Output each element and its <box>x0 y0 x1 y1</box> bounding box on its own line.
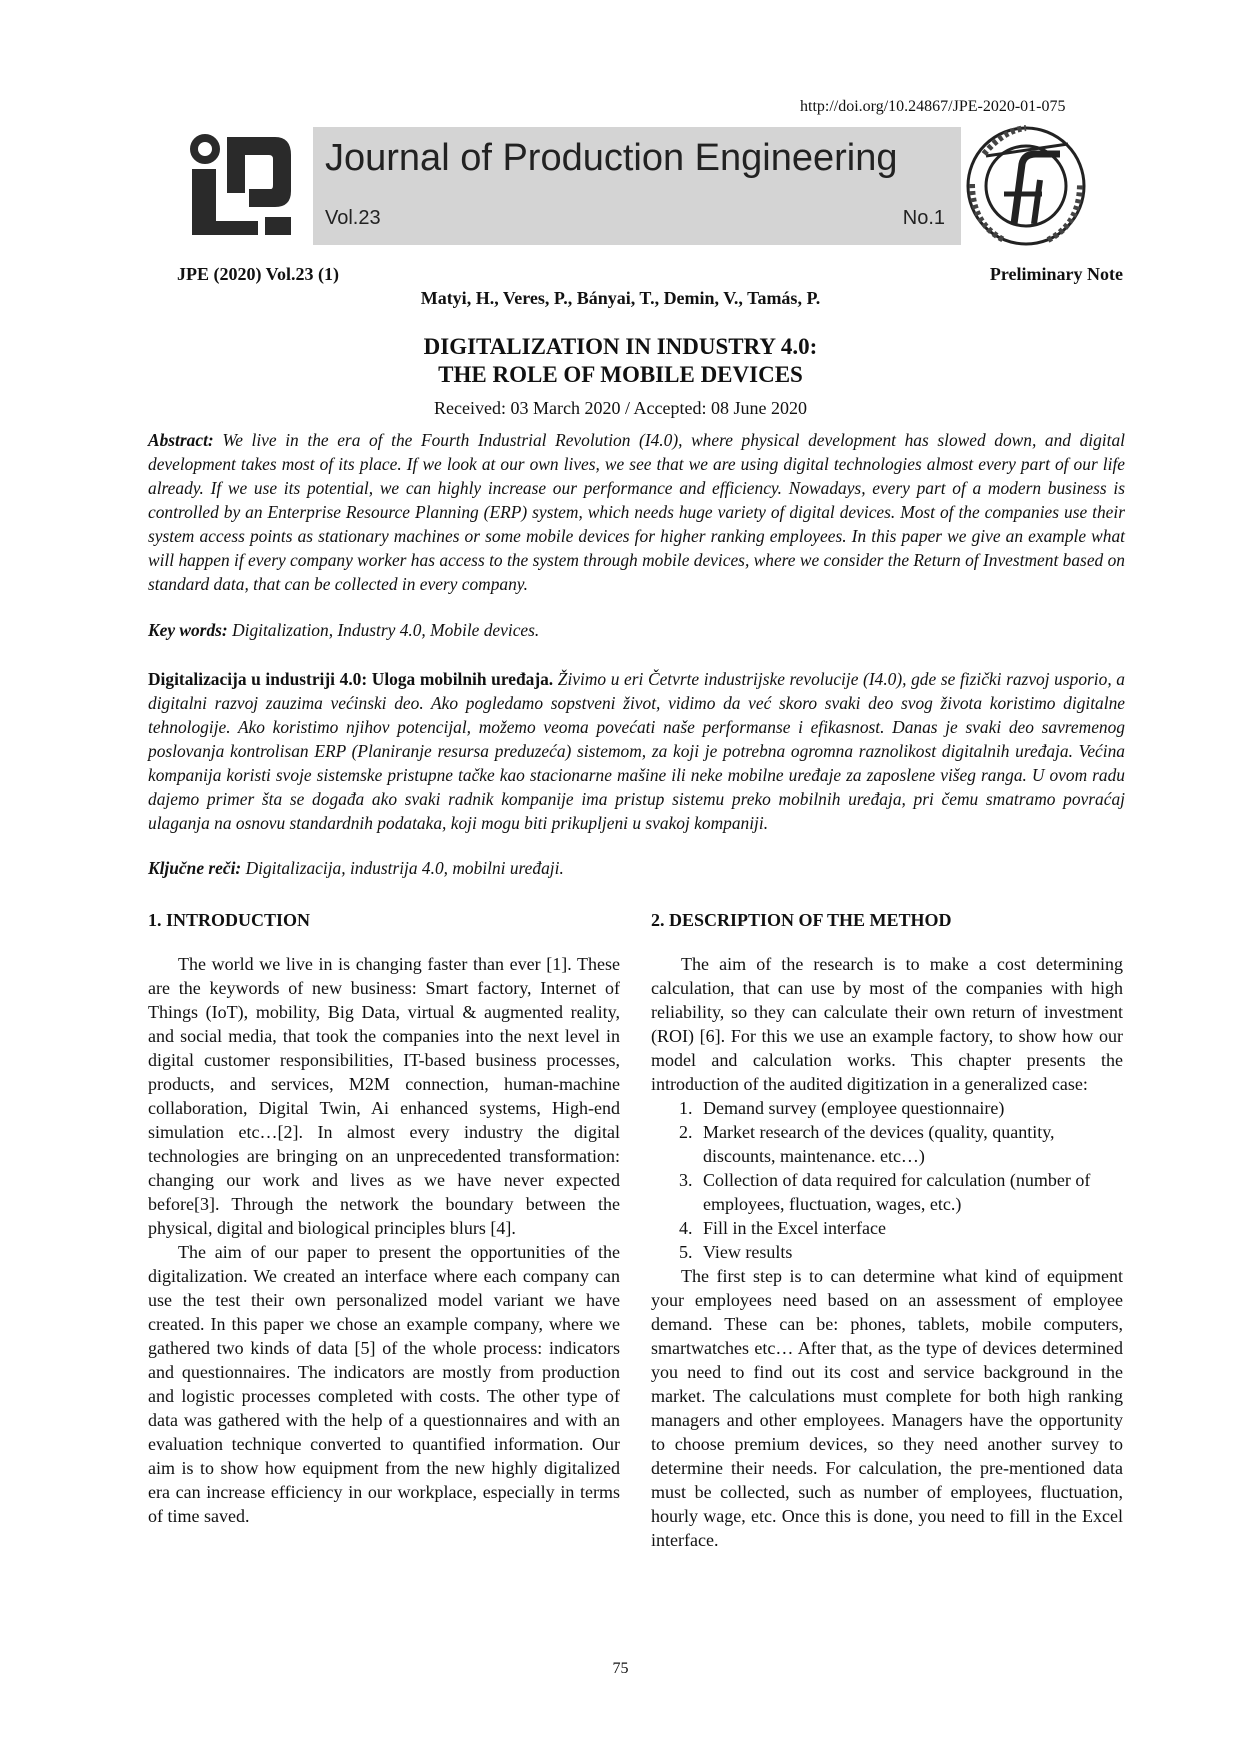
serbian-abstract <box>148 667 1125 835</box>
keywords-text: Digitalization, Industry 4.0, Mobile devices. <box>232 620 540 640</box>
note-type: Preliminary Note <box>989 264 1123 284</box>
list-item: 4. Fill in the Excel interface <box>697 1216 1123 1240</box>
faculty-seal-icon <box>964 124 1088 248</box>
column-left <box>148 908 620 1528</box>
serbian-keywords-text: Digitalizacija, industrija 4.0, mobilni uređaji. <box>245 858 564 878</box>
section-heading-introduction: 1. INTRODUCTION <box>148 910 311 930</box>
serbian-keywords-label: Ključne reči: <box>148 858 242 878</box>
number-label: No.1 <box>902 207 945 229</box>
page-number: 75 <box>612 1660 629 1677</box>
list-item: 2. Market research of the devices (quality, quantity, discounts, maintenance. etc…) <box>697 1120 1123 1168</box>
column-right <box>651 908 1123 1552</box>
abstract <box>148 428 1125 596</box>
abstract-label: Abstract: <box>148 430 214 450</box>
list-item: 5. View results <box>697 1240 1123 1264</box>
abstract-text: We live in the era of the Fourth Industrial Revolution (I4.0), where physical development has slowed down, and digital development takes most of its place. If we look at our own lives, we see that we are using digital technologies almost every part of our life already. If we use its potential, we can highly increase our performance and efficiency. Nowadays, every part of a modern business is controlled by an Enterprise Resource Planning (ERP) system, which needs huge variety of digital devices. Most of the companies use their system access points as stationary machines or some mobile devices for higher ranking employees. In this paper we give an example what will happen if every company worker has access to the system through mobile devices, where we consider the Return of Investment based on standard data, that can be collected in every company. <box>148 430 1125 594</box>
keywords <box>148 620 1125 641</box>
paper-title <box>0 333 1241 389</box>
citation-line <box>177 264 1123 285</box>
method-steps-list <box>651 1096 1123 1264</box>
title-line-1: DIGITALIZATION IN INDUSTRY 4.0: <box>423 334 818 359</box>
authors: Matyi, H., Veres, P., Bányai, T., Demin, V., Tamás, P. <box>420 288 821 308</box>
serbian-keywords <box>148 858 1125 879</box>
paragraph: The world we live in is changing faster than ever [1]. These are the keywords of new business: Smart factory, Internet of Things (IoT), mobility, Big Data, virtual & augmented reality, and social media, that took the companies into the next level in digital customer responsibilities, IT-based business processes, products, and services, M2M connection, human-machine collaboration, Digital Twin, Ai enhanced systems, High-end simulation etc…[2]. In almost every industry the digital technologies are bringing on an unprecedented transformation: changing our work and lives as we have never expected before[3]. Through the network the boundary between the physical, digital and biological principles blurs [4]. <box>148 954 620 1238</box>
serbian-abstract-text: Živimo u eri Četvrte industrijske revolucije (I4.0), gde se fizički razvoj usporio, a digitalni razvoj zauzima većinski deo. Ako pogledamo sopstveni život, vidimo da već skoro svaki deo svog života koristimo digitalne tehnologije. Ako koristimo njihov potencijal, možemo veoma povećati naše performanse i efikasnost. Danas je svaki deo savremenog poslovanja kontrolisan ERP (Planiranje resursa preduzeća) sistemom, za koji je potrebna ogromna raznolikost digitalnih uređaja. Većina kompanija koristi svoje sistemske pristupne tačke kao stacionarne mašine ili neke mobilne uređaje za zaposlene višeg ranga. U ovom radu dajemo primer šta se događa ako svaki radnik kompanije ima pristup sistemu preko mobilnih uređaja, pri čemu smatramo povraćaj ulaganja na osnovu standardnih podataka, koji mogu biti prikupljeni u svakoj kompaniji. <box>148 669 1125 833</box>
journal-banner <box>313 127 961 245</box>
doi-link[interactable]: http://doi.org/10.24867/JPE-2020-01-075 <box>800 98 1066 115</box>
list-item: 3. Collection of data required for calculation (number of employees, fluctuation, wages, etc.) <box>697 1168 1123 1216</box>
section-heading-method: 2. DESCRIPTION OF THE METHOD <box>651 910 952 930</box>
volume-label: Vol.23 <box>325 207 381 229</box>
received-dates: Received: 03 March 2020 / Accepted: 08 June 2020 <box>434 398 807 418</box>
journal-title: Journal of Production Engineering <box>325 137 898 179</box>
keywords-label: Key words: <box>148 620 228 640</box>
journal-logo-icon <box>187 133 297 245</box>
list-item: 1. Demand survey (employee questionnaire) <box>697 1096 1123 1120</box>
paragraph: The aim of our paper to present the opportunities of the digitalization. We created an interface where each company can use the test their own personalized model variant we have created. In this paper we chose an example company, where we gathered two kinds of data [5] of the whole process: indicators and questionnaires. The indicators are mostly from production and logistic processes completed with costs. The other type of data was gathered with the help of a questionnaires and with an evaluation technique converted to quantified information. Our aim is to show how equipment from the new highly digitalized era can increase efficiency in our workplace, especially in terms of time saved. <box>148 1242 620 1526</box>
paragraph: The first step is to can determine what kind of equipment your employees need based on an assessment of employee demand. These can be: phones, tablets, mobile computers, smartwatches etc… After that, as the type of devices determined you need to find out its cost and service background in the market. The calculations must complete for both high ranking managers and other employees. Managers have the opportunity to choose premium devices, so they need another survey to determine their needs. For calculation, the pre-mentioned data must be collected, such as number of employees, fluctuation, hourly wage, etc. Once this is done, you need to fill in the Excel interface. <box>651 1266 1123 1550</box>
serbian-abstract-lead: Digitalizacija u industriji 4.0: Uloga mobilnih uređaja. <box>148 669 554 689</box>
title-line-2: THE ROLE OF MOBILE DEVICES <box>438 362 803 387</box>
citation: JPE (2020) Vol.23 (1) <box>177 264 339 284</box>
paragraph: The aim of the research is to make a cost determining calculation, that can use by most of the companies with high reliability, so they can calculate their own return of investment (ROI) [6]. For this we use an example factory, to show how our model and calculation works. This chapter presents the introduction of the audited digitization in a generalized case: <box>651 954 1123 1094</box>
